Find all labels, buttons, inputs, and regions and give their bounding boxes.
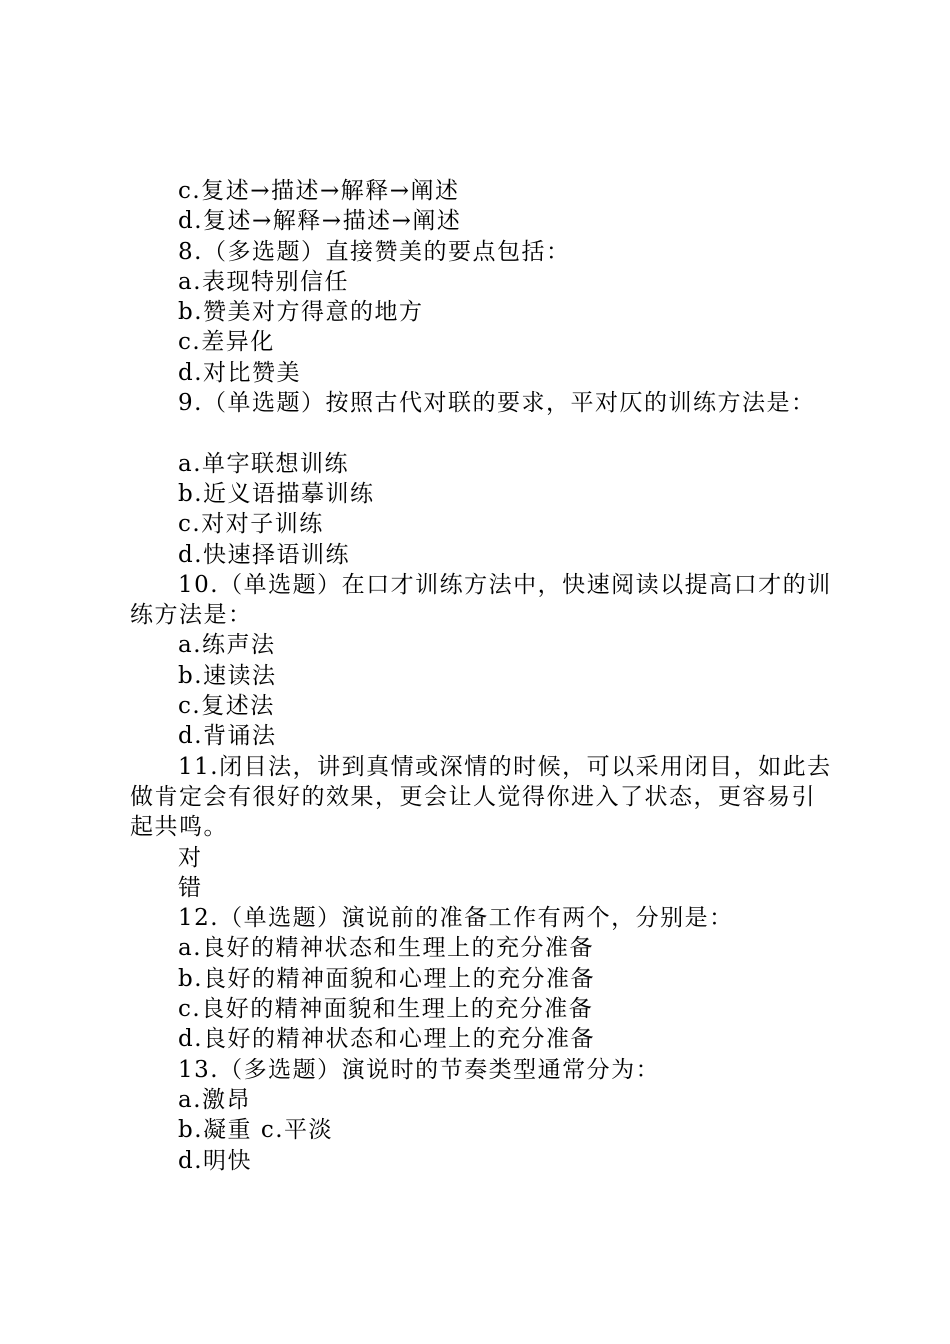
question-10: 10.（单选题）在口才训练方法中，快速阅读以提高口才的训练方法是： <box>130 571 832 629</box>
option-a-q8: a.表现特别信任 <box>178 268 350 295</box>
answer-true-q11: 对 <box>178 844 203 871</box>
document-body <box>130 176 835 1176</box>
option-a-q13: a.激昂 <box>178 1086 252 1113</box>
option-d-q10: d.背诵法 <box>178 723 277 750</box>
option-d-q12: d.良好的精神状态和心理上的充分准备 <box>178 1026 596 1053</box>
option-d-q8: d.对比赞美 <box>178 359 302 386</box>
option-c-q12: c.良好的精神面貌和生理上的充分准备 <box>178 996 594 1023</box>
option-b-q9: b.近义语描摹训练 <box>178 480 375 507</box>
option-a-q12: a.良好的精神状态和生理上的充分准备 <box>178 935 595 962</box>
option-c-q10: c.复述法 <box>178 693 275 720</box>
question-13: 13.（多选题）演说时的节奏类型通常分为： <box>178 1056 661 1083</box>
question-9: 9.（单选题）按照古代对联的要求，平对仄的训练方法是： <box>178 390 816 417</box>
option-d-q9: d.快速择语训练 <box>178 541 351 568</box>
option-c-q8: c.差异化 <box>178 329 275 356</box>
option-b-q12: b.良好的精神面貌和心理上的充分准备 <box>178 965 596 992</box>
question-12: 12.（单选题）演说前的准备工作有两个，分别是： <box>178 905 734 932</box>
option-c-q7: c.复述→描述→解释→阐述 <box>178 178 460 204</box>
option-d-q13: d.明快 <box>178 1147 253 1174</box>
answer-false-q11: 错 <box>178 874 203 901</box>
option-bc-q13: b.凝重 c.平淡 <box>178 1117 334 1144</box>
option-c-q9: c.对对子训练 <box>178 511 324 538</box>
option-b-q10: b.速读法 <box>178 662 277 689</box>
option-a-q9: a.单字联想训练 <box>178 450 350 477</box>
option-b-q8: b.赞美对方得意的地方 <box>178 299 424 326</box>
blank-line <box>130 418 835 448</box>
option-a-q10: a.练声法 <box>178 632 276 659</box>
question-8: 8.（多选题）直接赞美的要点包括： <box>178 238 571 265</box>
option-d-q7: d.复述→解释→描述→阐述 <box>178 208 462 235</box>
question-11: 11.闭目法，讲到真情或深情的时候，可以采用闭目，如此去做肯定会有很好的效果，更会让人觉得你进入了状态，更容易引起共鸣。 <box>130 753 832 841</box>
